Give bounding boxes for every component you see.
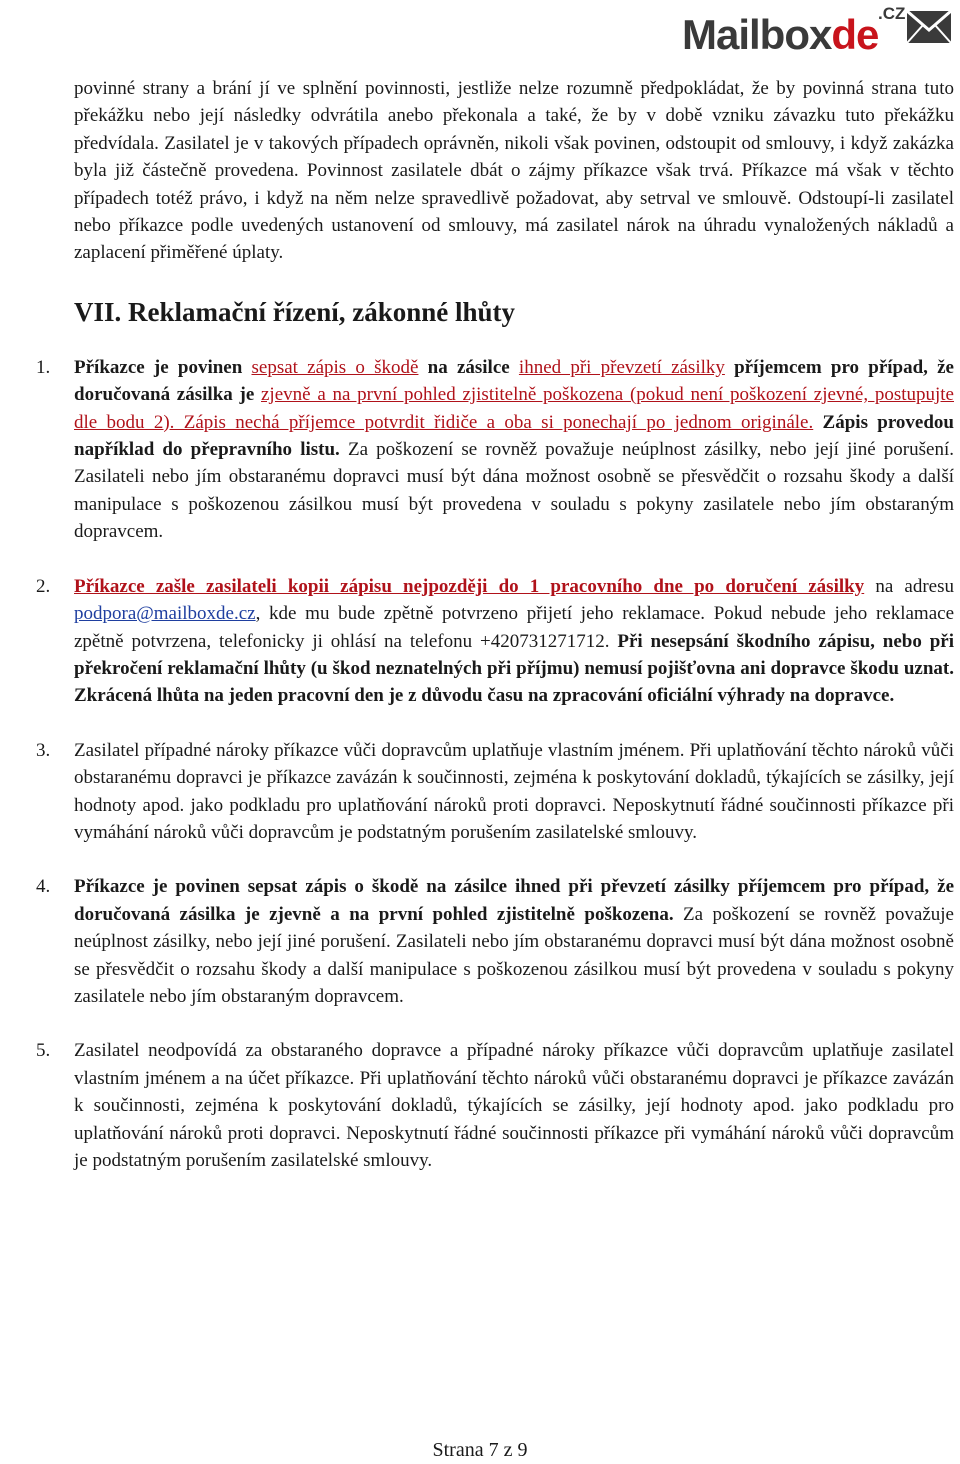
item1-highlight-zjevne: zjevně a na první pohled zjistitelně poškozena (pokud není poškození zjevné, postupujte dle bodu 2). Zápis nechá příjemce potvrdit řidiče a oba si ponechají po jednom originále. [74, 384, 954, 433]
item1-text-d: Zápis provedou například do přepravního listu. [74, 411, 954, 461]
page-content [36, 75, 954, 1174]
logo-text-main: Mailbox [682, 11, 832, 58]
item5-text: Zasilatel neodpovídá za obstaraného dopravce a případné nároky příkazce vůči dopravcům uplatňuje zasilatel vlastním jménem a na účet příkazce. Při uplatňování těchto nároků vůči obstaranému dopravci je příkazce zavázán k součinnosti, zejména k poskytování dokladů, týkajících se zásilky, její hodnoty apod. jako podkladu pro uplatňování nároků proti dopravci. Neposkytnutí řádné součinnosti příkazce při vymáhání nároků vůči dopravcům je podstatným porušením zasilatelské smlouvy. [74, 1040, 954, 1171]
item4-text-b: Za poškození se rovněž považuje neúplnost zásilky, nebo její jiné porušení. Zasilateli nebo jím obstaranému dopravci musí být dána možnost osobně se přesvědčit o rozsahu škody a další manipulace s poškozenou zásilkou musí být provedena v souladu s pokyny zasilatele nebo jím obstaraným dopravcem. [74, 903, 954, 1007]
item2-text-c: Při nesepsání škodního zápisu, nebo při překročení reklamační lhůty (u škod neznatelných při příjmu) nemusí pojišťovna ani dopravce škodu uznat. Zkrácená lhůta na jeden pracovní den je z důvodu času na zpracování oficiální výhrady na dopravce. [74, 630, 954, 707]
list-item-number: 2. [36, 575, 51, 597]
envelope-icon [906, 10, 952, 44]
intro-paragraph: povinné strany a brání jí ve splnění povinnosti, jestliže nelze rozumně předpokládat, že by povinná strana tuto překážku nebo její následky odvrátila anebo překonala a také, že by v době vzniku závazku tuto překážku předvídala. Zasilatel je v takových případech oprávněn, nikoli však povinen, odstoupit od smlouvy, i když zakázka byla již částečně provedena. Povinnost zasilatele dbát o zájmy příkazce však trvá. Příkazce má však v těchto případech totéž právo, i když na něm nelze spravedlivě požadovat, aby setrval ve smlouvě. Odstoupí-li zasilatel nebo příkazce podle uvedených ustanovení od smlouvy, má zasilatel nárok na úhradu vynaložených nákladů a zaplacení přiměřené úplaty. [74, 78, 954, 264]
item1-highlight-zapis: sepsat zápis o škodě [251, 356, 419, 378]
item1-highlight-ihned: ihned při převzetí zásilky [518, 356, 725, 378]
list-item-4 [36, 873, 954, 1010]
mailboxde-logo [682, 6, 952, 64]
item1-text-c: příjemcem pro případ, že doručovaná zásilka je [74, 356, 954, 406]
item4-text-a: Příkazce je povinen sepsat zápis o škodě na zásilce ihned při převzetí zásilky příjemcem pro případ, že doručovaná zásilka je zjevně a na první pohled zjistitelně poškozena. [74, 876, 954, 925]
list-item-number: 5. [36, 1040, 51, 1062]
logo-text-accent: de [831, 11, 879, 58]
list-item-2 [36, 573, 954, 710]
list-item-number: 4. [36, 876, 51, 898]
item1-text-b: na zásilce [418, 356, 519, 378]
page-number: Strana 7 z 9 [432, 1439, 528, 1461]
logo-tld: .CZ [878, 4, 906, 23]
list-item-number: 1. [36, 356, 51, 378]
item1-text-a: Příkazce je povinen [74, 356, 252, 378]
section-heading: VII. Reklamační řízení, zákonné lhůty [74, 296, 516, 327]
list-item-number: 3. [36, 739, 51, 761]
list-item-3 [36, 737, 954, 847]
list-item-5 [36, 1037, 954, 1174]
logo-wordmark [682, 11, 879, 58]
item1-text-e: Za poškození se rovněž považuje neúplnost zásilky, nebo její jiné porušení. Zasilateli nebo jím obstaranému dopravci musí být dána možnost osobně se přesvědčit o rozsahu škody a další manipulace s poškozenou zásilkou musí být provedena v souladu s pokyny zasilatele nebo jím obstaraným dopravcem. [74, 439, 954, 543]
list-item-1 [36, 354, 954, 546]
item2-highlight-kopie: Příkazce zašle zasilateli kopii zápisu nejpozději do 1 pracovního dne po doručení zásilky [74, 575, 865, 597]
item3-text: Zasilatel případné nároky příkazce vůči dopravcům uplatňuje vlastním jménem. Při uplatňování těchto nároků vůči obstaranému dopravci je příkazce zavázán k součinnosti, zejména k poskytování dokladů, týkajících se zásilky, její hodnoty apod. jako podkladu pro uplatňování nároků proti dopravci. Neposkytnutí řádné součinnosti příkazce při vymáhání nároků vůči dopravcům je podstatným porušením zasilatelské smlouvy. [74, 739, 954, 843]
support-email-link[interactable]: podpora@mailboxde.cz [74, 603, 256, 625]
item2-text-b: , kde mu bude zpětně potvrzeno přijetí jeho reklamace. Pokud nebude jeho reklamace zpětně potvrzena, telefonicky ji ohlásí na telefonu +420731271712. [74, 603, 954, 652]
item2-text-a: na adresu [864, 575, 954, 597]
